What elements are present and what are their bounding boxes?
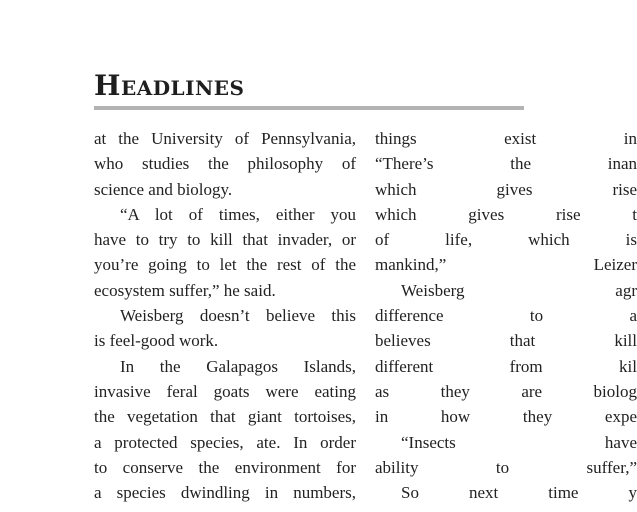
text-line: which gives rise t <box>375 204 637 224</box>
text-line: to conserve the environment for <box>94 457 356 477</box>
text-line: who studies the philosophy of <box>94 154 356 174</box>
section-heading: Headlines <box>94 69 245 102</box>
text-line: science and biology. <box>94 179 233 199</box>
text-line: of life, which is <box>375 230 637 250</box>
text-line: difference to a <box>375 306 637 326</box>
text-line: which gives rise <box>375 179 637 199</box>
text-line: “There’s the inan <box>375 154 637 174</box>
text-line: different from kil <box>375 356 637 376</box>
text-line: invasive feral goats were eating <box>94 381 356 401</box>
text-line: a protected species, ate. In order <box>94 432 356 452</box>
article-column-right <box>375 126 637 512</box>
text-line: things exist in <box>375 129 637 148</box>
text-line: “A lot of times, either you <box>120 204 356 224</box>
article-column-left <box>94 126 356 505</box>
text-line: have to try to kill that invader, or <box>94 230 356 250</box>
text-line: Weisberg doesn’t believe this <box>120 306 356 326</box>
text-line: ability to suffer,” <box>375 457 637 477</box>
text-line: is feel-good work. <box>94 331 219 351</box>
text-line: you’re going to let the rest of the <box>94 255 356 275</box>
text-line: In the Galapagos Islands, <box>120 356 356 376</box>
text-line: mankind,” Leizer <box>375 255 637 275</box>
text-line: the vegetation that giant tortoises, <box>94 407 356 427</box>
text-line: “Insects have <box>401 432 637 452</box>
text-line: Weisberg agr <box>401 280 637 300</box>
section-rule <box>94 106 524 110</box>
text-line: ecosystem suffer,” he said. <box>94 280 276 300</box>
text-line: a species dwindling in numbers, <box>94 483 356 503</box>
text-line: So next time y <box>401 483 637 503</box>
text-line: at the University of Pennsylvania, <box>94 129 356 148</box>
text-line: as they are biolog <box>375 381 637 401</box>
text-line: in how they expe <box>375 407 637 427</box>
text-line: believes that kill <box>375 331 637 351</box>
